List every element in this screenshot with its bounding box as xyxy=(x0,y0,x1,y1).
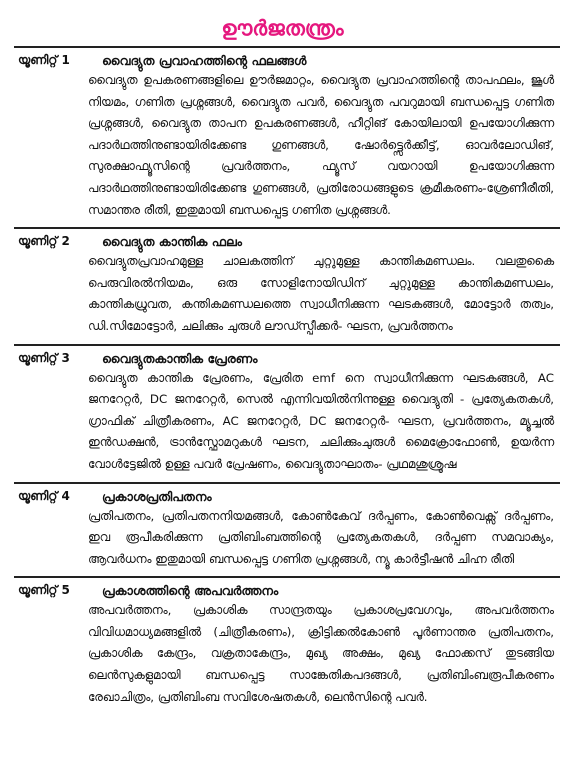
unit-description: വൈദ്യുത ഉപകരണങ്ങളിലെ ഊർജമാറ്റം, വൈദ്യുത പ്രവാഹത്തിന്റെ താപഫലം, ജൂൾ നിയമം, ഗണിത പ്രശ്നങ്ങൾ, വൈദ്യുത പവർ, വൈദ്യുത പവറുമായി ബന്ധപ്പെട്ട ഗണിത പ്രശ്നങ്ങൾ, വൈദ്യുത താപന ഉപകരണങ്ങൾ, ഹീറ്റിങ് കോയിലായി ഉപയോഗിക്കുന്ന പദാർഥത്തിനുണ്ടായിരിക്കേണ്ട ഗുണങ്ങൾ, ഷോർട്ട്സെർക്കീട്ട്, ഓവർലോഡിങ്, സുരക്ഷാഫ്യൂസിന്റെ പ്രവർത്തനം, ഫ്യൂസ് വയറായി ഉപയോഗിക്കുന്ന പദാർഥത്തിനുണ്ടായിരിക്കേണ്ട ഗുണങ്ങൾ, പ്രതിരോധങ്ങളുടെ ക്രമീകരണം-ശ്രേണീരീതി, സമാന്തര രീതി, ഇതുമായി ബന്ധപ്പെട്ട ഗണിത പ്രശ്നങ്ങൾ. xyxy=(88,73,554,217)
unit-section xyxy=(14,344,560,482)
unit-description: വൈദ്യുത കാന്തിക പ്രേരണം, പ്രേരിത emf നെ സ്വാധീനിക്കുന്ന ഘടകങ്ങൾ, AC ജനറേറ്റർ, DC ജനറേറ്റർ, സെൽ എന്നിവയിൽനിന്നുള്ള വൈദ്യുതി - പ്രത്യേകതകൾ, ഗ്രാഫിക് ചിത്രീകരണം, AC ജനറേറ്റർ, DC ജനറേറ്റർ- ഘടന, പ്രവർത്തനം, മ്യൂച്ചൽ ഇൻഡക്ഷൻ, ട്രാൻസ്ഫോമറുകൾ ഘടന, ചലിക്കുംചുരുൾ മൈക്രോഫോൺ, ഉയർന്ന വോൾട്ടേജിൽ ഉള്ള പവർ പ്രേഷണം, വൈദ്യുതാഘാതം- പ്രഥമശുശ്രൂഷ xyxy=(88,370,554,471)
page-title: ഊർജതന്ത്രം xyxy=(221,16,344,40)
unit-topic: പ്രകാശപ്രതിപതനം xyxy=(102,488,212,504)
unit-label: യൂണിറ്റ് 1 xyxy=(18,53,70,67)
unit-label: യൂണിറ്റ് 3 xyxy=(18,350,70,365)
unit-topic: വൈദ്യുതകാന്തിക പ്രേരണം xyxy=(102,350,258,366)
unit-topic: വൈദ്യുത പ്രവാഹത്തിന്റെ ഫലങ്ങൾ xyxy=(102,53,307,68)
unit-label: യൂണിറ്റ് 4 xyxy=(18,488,70,503)
unit-section xyxy=(14,482,560,577)
unit-description: പ്രതിപതനം, പ്രതിപതനനിയമങ്ങൾ, കോൺകേവ് ദർപ്പണം, കോൺവെക്സ് ദർപ്പണം, ഇവ രൂപീകരിക്കുന്ന പ്രതിബിംബത്തിന്റെ പ്രത്യേകതകൾ, ദർപ്പണ സമവാക്യം, ആവർധനം ഇതുമായി ബന്ധപ്പെട്ട ഗണിത പ്രശ്നങ്ങൾ, ന്യൂ കാർട്ടീഷൻ ചിഹ്ന രീതി xyxy=(88,508,554,566)
unit-header xyxy=(14,51,560,70)
unit-section xyxy=(14,46,560,227)
unit-header xyxy=(14,581,560,600)
unit-description: അപവർത്തനം, പ്രകാശിക സാന്ദ്രതയും പ്രകാശപ്രവേഗവും, അപവർത്തനം വിവിധമാധ്യമങ്ങളിൽ (ചിത്രീകരണം), ക്രിട്ടിക്കൽകോൺ പൂർണാന്തര പ്രതിപതനം, പ്രകാശിക കേന്ദ്രം, വക്രതാകേന്ദ്രം, മുഖ്യ അക്ഷം, മുഖ്യ ഫോക്കസ് തുടങ്ങിയ ലെൻസുകളുമായി ബന്ധപ്പെട്ട സാങ്കേതികപദങ്ങൾ, പ്രതിബിംബരൂപീകരണം രേഖാചിത്രം, പ്രതിബിംബ സവിശേഷതകൾ, ലെൻസിന്റെ പവർ. xyxy=(88,603,554,704)
unit-label: യൂണിറ്റ് 2 xyxy=(18,234,70,249)
unit-section xyxy=(14,576,560,714)
unit-header xyxy=(14,349,560,368)
unit-section xyxy=(14,227,560,343)
units-list xyxy=(14,46,560,714)
unit-header xyxy=(14,232,560,251)
unit-topic: പ്രകാശത്തിന്റെ അപവർത്തനം xyxy=(102,583,279,599)
unit-label: യൂണിറ്റ് 5 xyxy=(18,583,70,598)
unit-header xyxy=(14,487,560,506)
unit-topic: വൈദ്യുത കാന്തിക ഫലം xyxy=(102,234,243,250)
unit-description: വൈദ്യുതപ്രവാഹമുള്ള ചാലകത്തിന് ചുറ്റുമുള്ള കാന്തികമണ്ഡലം. വലതുകൈ പെരുവിരൽനിയമം, ഒരു സോളിനോയിഡിന് ചുറ്റുമുള്ള കാന്തികമണ്ഡലം, കാന്തികധ്രുവത, കന്തികമണ്ഡലത്തെ സ്വാധീനിക്കുന്ന ഘടകങ്ങൾ, മോട്ടോർ തത്വം, ഡി.സിമോട്ടോർ, ചലിക്കും ചുരുൾ ലൗഡ്സ്പീക്കർ- ഘടന, പ്രവർത്തനം xyxy=(88,254,554,333)
